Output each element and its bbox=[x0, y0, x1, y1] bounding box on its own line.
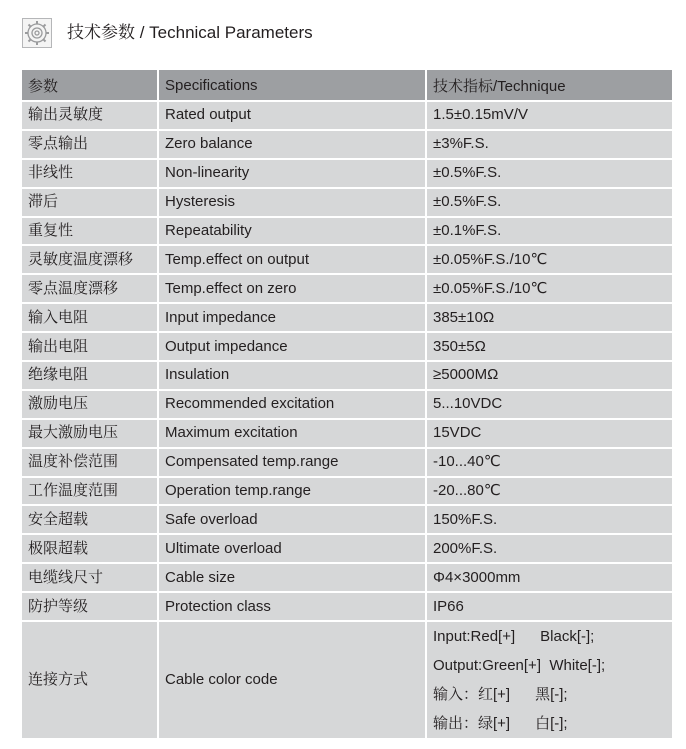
page-header bbox=[22, 14, 672, 48]
spec-cell: Compensated temp.range bbox=[158, 448, 426, 477]
spec-cell: Temp.effect on output bbox=[158, 245, 426, 274]
value-cell: ±0.05%F.S./10℃ bbox=[426, 245, 672, 274]
spec-cell: Insulation bbox=[158, 361, 426, 390]
table-row bbox=[22, 390, 672, 419]
spec-cell: Cable size bbox=[158, 563, 426, 592]
param-cell: 激励电压 bbox=[22, 390, 158, 419]
param-cell: 连接方式 bbox=[22, 621, 158, 738]
spec-cell: Hysteresis bbox=[158, 188, 426, 217]
spec-cell: Input impedance bbox=[158, 303, 426, 332]
table-header-row bbox=[22, 70, 672, 101]
param-cell: 非线性 bbox=[22, 159, 158, 188]
value-cell: ±3%F.S. bbox=[426, 130, 672, 159]
table-row bbox=[22, 245, 672, 274]
param-cell: 滞后 bbox=[22, 188, 158, 217]
table-row bbox=[22, 332, 672, 361]
spec-cell: Temp.effect on zero bbox=[158, 274, 426, 303]
param-cell: 电缆线尺寸 bbox=[22, 563, 158, 592]
value-cell: 200%F.S. bbox=[426, 534, 672, 563]
param-cell: 防护等级 bbox=[22, 592, 158, 621]
table-row bbox=[22, 101, 672, 130]
table-row bbox=[22, 419, 672, 448]
value-cell: ±0.5%F.S. bbox=[426, 159, 672, 188]
spec-cell: Maximum excitation bbox=[158, 419, 426, 448]
column-header-value: 技术指标/Technique bbox=[426, 70, 672, 101]
table-row bbox=[22, 303, 672, 332]
value-cell: ±0.05%F.S./10℃ bbox=[426, 274, 672, 303]
value-cell: IP66 bbox=[426, 592, 672, 621]
value-cell: 150%F.S. bbox=[426, 505, 672, 534]
value-cell: 350±5Ω bbox=[426, 332, 672, 361]
spec-cell: Recommended excitation bbox=[158, 390, 426, 419]
technical-parameters-table bbox=[22, 70, 672, 738]
value-cell: -20...80℃ bbox=[426, 477, 672, 506]
param-cell: 安全超载 bbox=[22, 505, 158, 534]
value-cell: 385±10Ω bbox=[426, 303, 672, 332]
param-cell: 重复性 bbox=[22, 217, 158, 246]
spec-cell: Safe overload bbox=[158, 505, 426, 534]
column-header-param: 参数 bbox=[22, 70, 158, 101]
table-row bbox=[22, 159, 672, 188]
value-cell: ±0.5%F.S. bbox=[426, 188, 672, 217]
param-cell: 工作温度范围 bbox=[22, 477, 158, 506]
table-row-cable-color bbox=[22, 621, 672, 738]
value-cell: ≥5000MΩ bbox=[426, 361, 672, 390]
cable-color-line-output-en: Output:Green[+] White[-]; bbox=[433, 657, 606, 675]
param-cell: 绝缘电阻 bbox=[22, 361, 158, 390]
value-cell: 1.5±0.15mV/V bbox=[426, 101, 672, 130]
column-header-spec: Specifications bbox=[158, 70, 426, 101]
cable-color-line-input-cn: 输入：红[+] 黑[-]; bbox=[433, 686, 568, 704]
page-title: 技术参数 / Technical Parameters bbox=[67, 23, 313, 42]
spec-cell: Protection class bbox=[158, 592, 426, 621]
spec-cell: Operation temp.range bbox=[158, 477, 426, 506]
table-row bbox=[22, 592, 672, 621]
param-cell: 零点输出 bbox=[22, 130, 158, 159]
value-cell: ±0.1%F.S. bbox=[426, 217, 672, 246]
table-row bbox=[22, 188, 672, 217]
table-row bbox=[22, 130, 672, 159]
param-cell: 输出电阻 bbox=[22, 332, 158, 361]
spec-cell: Rated output bbox=[158, 101, 426, 130]
param-cell: 极限超载 bbox=[22, 534, 158, 563]
param-cell: 最大激励电压 bbox=[22, 419, 158, 448]
param-cell: 零点温度漂移 bbox=[22, 274, 158, 303]
param-cell: 温度补偿范围 bbox=[22, 448, 158, 477]
cable-color-line-output-cn: 输出：绿[+] 白[-]; bbox=[433, 715, 568, 733]
value-cell: Φ4×3000mm bbox=[426, 563, 672, 592]
table-row bbox=[22, 361, 672, 390]
cable-color-line-input-en: Input:Red[+] Black[-]; bbox=[433, 628, 595, 646]
spec-cell: Zero balance bbox=[158, 130, 426, 159]
table-row bbox=[22, 534, 672, 563]
spec-cell: Output impedance bbox=[158, 332, 426, 361]
param-cell: 输出灵敏度 bbox=[22, 101, 158, 130]
value-cell: 15VDC bbox=[426, 419, 672, 448]
cable-color-value-cell bbox=[426, 621, 672, 738]
table-row bbox=[22, 477, 672, 506]
table-row bbox=[22, 563, 672, 592]
table-row bbox=[22, 274, 672, 303]
table-row bbox=[22, 448, 672, 477]
param-cell: 灵敏度温度漂移 bbox=[22, 245, 158, 274]
spec-cell: Cable color code bbox=[158, 621, 426, 738]
table-row bbox=[22, 505, 672, 534]
spec-cell: Ultimate overload bbox=[158, 534, 426, 563]
param-cell: 输入电阻 bbox=[22, 303, 158, 332]
table-row bbox=[22, 217, 672, 246]
spec-cell: Repeatability bbox=[158, 217, 426, 246]
value-cell: 5...10VDC bbox=[426, 390, 672, 419]
gear-emblem-icon bbox=[22, 18, 52, 48]
spec-cell: Non-linearity bbox=[158, 159, 426, 188]
value-cell: -10...40℃ bbox=[426, 448, 672, 477]
